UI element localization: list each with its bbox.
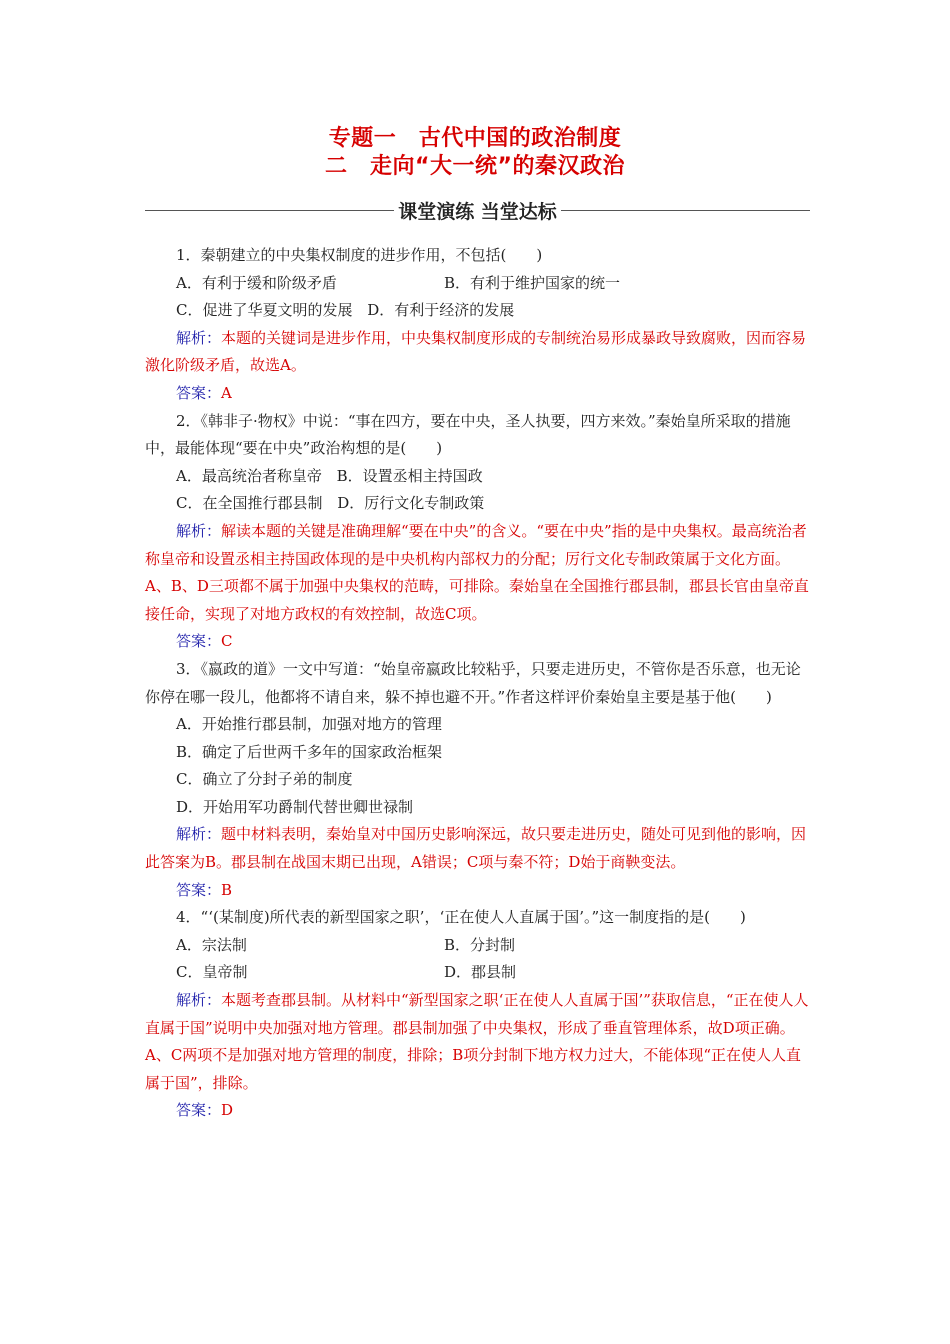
analysis-label: 解析：	[176, 991, 222, 1010]
question-2	[145, 408, 810, 656]
answer-value: C	[221, 632, 233, 651]
answer-label: 答案：	[176, 383, 222, 402]
option-c: C．促进了华夏文明的发展	[176, 301, 353, 320]
title-line-1: 专题一 古代中国的政治制度	[328, 126, 622, 151]
analysis	[145, 518, 810, 628]
section-rule-left	[145, 210, 394, 211]
answer-label: 答案：	[176, 632, 222, 651]
question-stem: 1．秦朝建立的中央集权制度的进步作用，不包括( )	[176, 246, 543, 264]
answer-label: 答案：	[176, 880, 222, 899]
option-a: A．最高统治者称皇帝	[176, 466, 322, 485]
option-b: B．设置丞相主持国政	[336, 466, 483, 485]
option-a: A．开始推行郡县制，加强对地方的管理	[176, 715, 442, 734]
answer-value: D	[221, 1101, 234, 1120]
answer	[145, 1097, 810, 1125]
option-b: B．有利于维护国家的统一	[444, 273, 621, 292]
options-row	[145, 297, 810, 325]
options-row	[145, 932, 810, 960]
option-d: D．郡县制	[444, 963, 517, 982]
option-c: C．皇帝制	[176, 963, 248, 982]
option-a: A．有利于缓和阶级矛盾	[176, 273, 337, 292]
options-row	[145, 270, 810, 298]
answer-value: B	[221, 880, 233, 899]
option-d: D．开始用军功爵制代替世卿世禄制	[176, 797, 414, 816]
option-b: B．确定了后世两千多年的国家政治框架	[176, 742, 443, 761]
option-c: C．在全国推行郡县制	[176, 494, 323, 513]
options-row	[145, 959, 810, 987]
answer-value: A	[221, 383, 232, 402]
option-c: C．确立了分封子弟的制度	[176, 770, 353, 789]
analysis-text: 题中材料表明，秦始皇对中国历史影响深远，故只要走进历史，随处可见到他的影响，因此答案为B。郡县制在战国末期已出现，A错误；C项与秦不符；D始于商鞅变法。	[145, 825, 807, 872]
question-stem: 4．“‘(某制度)所代表的新型国家之职’，‘正在使人人直属于国’。”这一制度指的是( )	[176, 908, 746, 927]
question-3	[145, 656, 810, 904]
section-rule-right	[561, 210, 810, 211]
analysis-text: 本题的关键词是进步作用，中央集权制度形成的专制统治易形成暴政导致腐败，因而容易激化阶级矛盾，故选A。	[145, 328, 807, 375]
answer	[145, 877, 810, 905]
option-d: D．厉行文化专制政策	[337, 494, 485, 513]
analysis-label: 解析：	[176, 825, 222, 844]
analysis-label: 解析：	[176, 328, 222, 347]
option-b: B．分封制	[444, 935, 516, 954]
answer-label: 答案：	[176, 1101, 222, 1120]
analysis	[145, 821, 810, 876]
question-1	[145, 242, 810, 408]
analysis-label: 解析：	[176, 521, 222, 540]
analysis	[145, 987, 810, 1097]
question-stem: 3．《嬴政的道》一文中写道：“始皇帝嬴政比较粘乎，只要走进历史，不管你是否乐意，也无论你停在哪一段儿，他都将不请自来，躲不掉也避不开。”作者这样评价秦始皇主要是基于他( )	[145, 659, 801, 706]
section-header	[145, 196, 810, 224]
analysis	[145, 325, 810, 380]
analysis-text: 解读本题的关键是准确理解“要在中央”的含义。“要在中央”指的是中央集权。最高统治者称皇帝和设置丞相主持国政体现的是中央机构内部权力的分配；厉行文化专制政策属于文化方面。A、B、D三项都不属于加强中央集权的范畴，可排除。秦始皇在全国推行郡县制，郡县长官由皇帝直接任命，实现了对地方政权的有效控制，故选C项。	[145, 521, 809, 623]
question-stem: 2．《韩非子·物权》中说：“事在四方，要在中央，圣人执要，四方来效。”秦始皇所采取的措施中，最能体现“要在中央”政治构想的是( )	[145, 411, 791, 458]
title-line-2: 二 走向“大一统”的秦汉政治	[325, 154, 625, 179]
section-title: 课堂演练 当堂达标	[398, 200, 557, 223]
answer	[145, 380, 810, 408]
analysis-text: 本题考查郡县制。从材料中“新型国家之职‘正在使人人直属于国’”获取信息，“正在使人人直属于国”说明中央加强对地方管理。郡县制加强了中央集权，形成了垂直管理体系，故D项正确。A、C两项不是加强对地方管理的制度，排除；B项分封制下地方权力过大，不能体现“正在使人人直属于国”，排除。	[145, 991, 809, 1092]
question-4	[145, 904, 810, 1125]
answer	[145, 628, 810, 656]
options-row	[145, 490, 810, 518]
question-list	[145, 242, 810, 1125]
option-d: D．有利于经济的发展	[367, 301, 515, 320]
options-row	[145, 463, 810, 491]
option-a: A．宗法制	[176, 935, 247, 954]
